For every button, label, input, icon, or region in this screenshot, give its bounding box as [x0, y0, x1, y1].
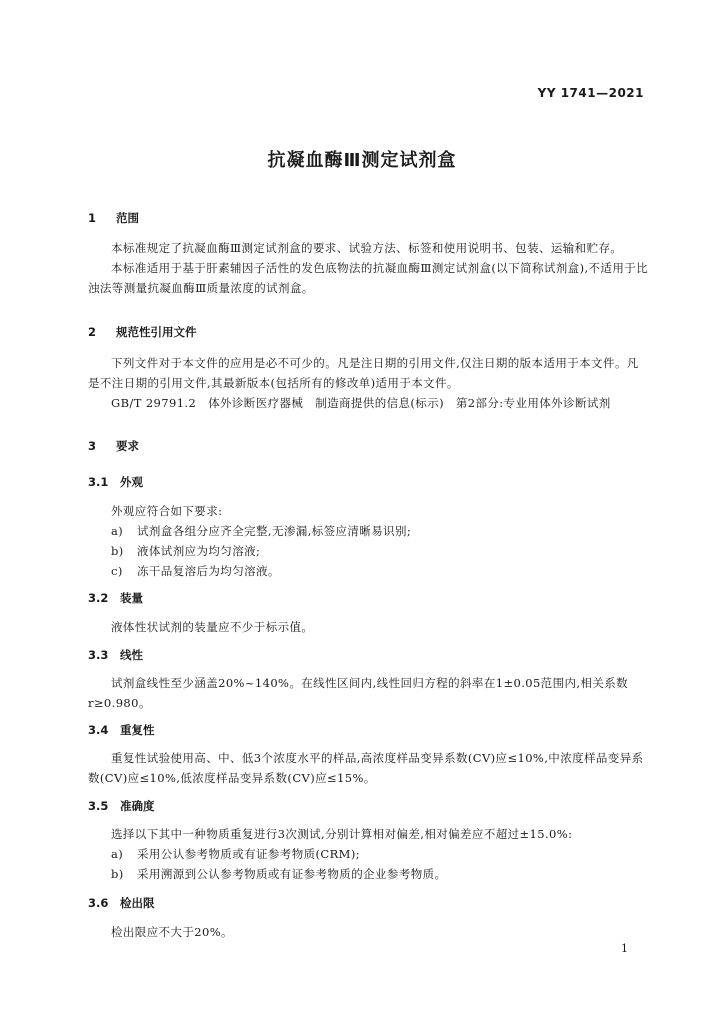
list-text: 试剂盒各组分应齐全完整,无渗漏,标签应清晰易识别; — [137, 524, 412, 538]
section-3-3-paragraph: 试剂盒线性至少涵盖20%~140%。在线性区间内,线性回归方程的斜率在1±0.05范围内,相关系数r≥0.980。 — [88, 676, 629, 710]
section-title: 外观 — [120, 475, 143, 489]
section-number: 3.6 — [88, 896, 109, 910]
section-3-2-heading — [88, 590, 143, 606]
section-title: 准确度 — [120, 799, 155, 813]
section-2-reference: GB/T 29791.2 体外诊断医疗器械 制造商提供的信息(标示) 第2部分:专业用体外诊断试剂 — [111, 396, 611, 410]
section-3-3-heading — [88, 647, 143, 663]
section-3-5-heading — [88, 798, 155, 814]
section-number: 3.4 — [88, 723, 109, 737]
list-marker: b) — [111, 867, 124, 881]
section-3-2-paragraph: 液体性状试剂的装量应不少于标示值。 — [111, 620, 314, 634]
section-3-1-paragraph: 外观应符合如下要求: — [111, 504, 223, 518]
section-3-5-paragraph: 选择以下其中一种物质重复进行3次测试,分别计算相对偏差,相对偏差应不超过±15.0%: — [111, 827, 573, 841]
section-3-4-heading — [88, 722, 155, 738]
standard-code: YY 1741—2021 — [537, 86, 644, 100]
section-title: 范围 — [116, 211, 139, 225]
list-item — [111, 541, 260, 561]
section-1-heading — [88, 210, 139, 226]
list-marker: a) — [111, 847, 124, 861]
section-number: 3 — [88, 439, 97, 453]
section-3-6-paragraph: 检出限应不大于20%。 — [111, 925, 233, 939]
section-1-paragraph-1: 本标准规定了抗凝血酶Ⅲ测定试剂盒的要求、试验方法、标签和使用说明书、包装、运输和贮存。 — [111, 241, 623, 255]
section-3-heading — [88, 438, 139, 454]
section-1-paragraph-2: 本标准适用于基于肝素辅因子活性的发色底物法的抗凝血酶Ⅲ测定试剂盒(以下简称试剂盒),不适用于比浊法等测量抗凝血酶Ⅲ质量浓度的试剂盒。 — [88, 261, 649, 295]
section-2-paragraph-1: 下列文件对于本文件的应用是必不可少的。凡是注日期的引用文件,仅注日期的版本适用于本文件。凡是不注日期的引用文件,其最新版本(包括所有的修改单)适用于本文件。 — [88, 356, 639, 390]
page-number: 1 — [621, 942, 628, 955]
list-item — [111, 864, 446, 884]
list-marker: b) — [111, 544, 124, 558]
section-title: 规范性引用文件 — [116, 325, 197, 339]
list-item — [111, 561, 280, 581]
section-3-4-paragraph: 重复性试验使用高、中、低3个浓度水平的样品,高浓度样品变异系数(CV)应≤10%,中浓度样品变异系数(CV)应≤10%,低浓度样品变异系数(CV)应≤15%。 — [88, 751, 644, 785]
list-item — [111, 521, 411, 541]
list-text: 冻干品复溶后为均匀溶液。 — [137, 564, 280, 578]
list-text: 采用溯源到公认参考物质或有证参考物质的企业参考物质。 — [137, 867, 447, 881]
section-number: 3.2 — [88, 591, 109, 605]
section-number: 3.5 — [88, 799, 109, 813]
section-title: 检出限 — [120, 896, 155, 910]
section-3-1-heading — [88, 474, 143, 490]
list-text: 液体试剂应为均匀溶液; — [137, 544, 261, 558]
list-item — [111, 844, 360, 864]
section-number: 3.1 — [88, 475, 109, 489]
section-title: 线性 — [120, 648, 143, 662]
document-title: 抗凝血酶Ⅲ测定试剂盒 — [267, 150, 457, 171]
section-title: 装量 — [120, 591, 143, 605]
section-title: 要求 — [116, 439, 139, 453]
section-3-6-heading — [88, 895, 155, 911]
list-text: 采用公认参考物质或有证参考物质(CRM); — [137, 847, 360, 861]
list-marker: c) — [111, 564, 123, 578]
section-number: 1 — [88, 211, 97, 225]
section-number: 3.3 — [88, 648, 109, 662]
section-2-heading — [88, 324, 197, 340]
section-title: 重复性 — [120, 723, 155, 737]
section-number: 2 — [88, 325, 97, 339]
list-marker: a) — [111, 524, 124, 538]
